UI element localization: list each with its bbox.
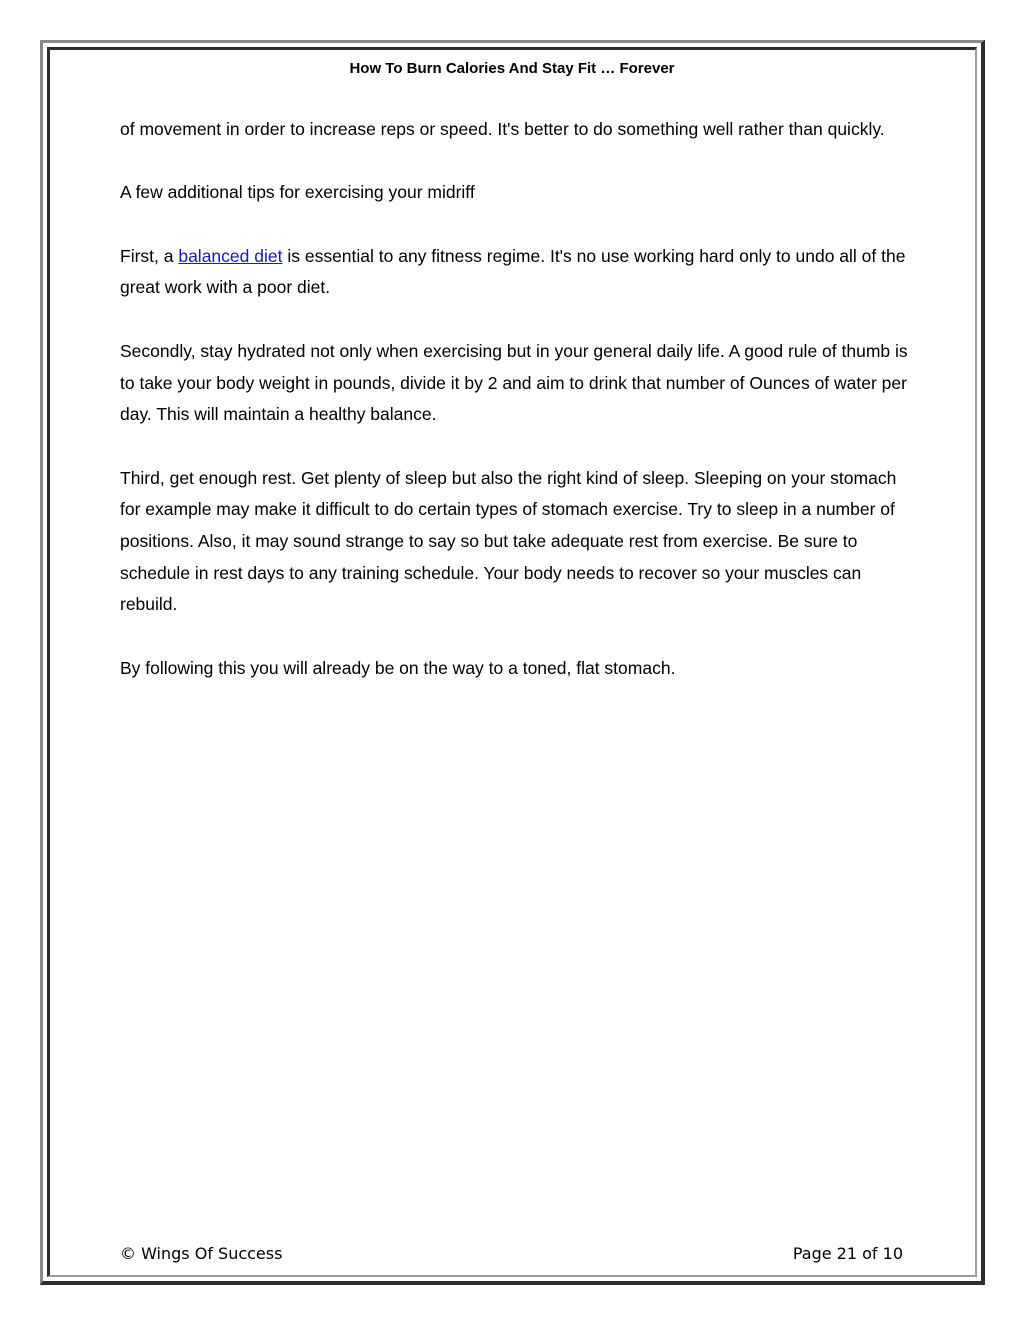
footer-page-number: Page 21 of 10	[792, 1244, 903, 1263]
document-body	[120, 114, 910, 716]
paragraph-text-segment: First, a	[120, 245, 179, 266]
paragraph-rest: Third, get enough rest. Get plenty of sleep but also the right kind of sleep. Sleeping on your stomach for example may make it difficult to do certain types of stomach exercise. Try to sleep in a number of positions. Also, it may sound strange to say so but take adequate rest from exercise. Be sure to schedule in rest days to any training schedule. Your body needs to recover so your muscles can rebuild.	[120, 467, 897, 615]
balanced-diet-link[interactable]: balanced diet	[178, 245, 283, 266]
paragraph-conclusion: By following this you will already be on the way to a toned, flat stomach.	[120, 657, 676, 678]
page-header-title: How To Burn Calories And Stay Fit … Forever	[349, 60, 675, 77]
paragraph-movement: of movement in order to increase reps or speed. It's better to do something well rather than quickly.	[120, 119, 885, 139]
paragraph-text-segment: is essential to any fitness regime. It's no use working hard only to undo all of the great work with a poor diet.	[120, 245, 906, 298]
paragraph-hydration: Secondly, stay hydrated not only when exercising but in your general daily life. A good rule of thumb is to take your body weight in pounds, divide it by 2 and aim to drink that number of Ounces of water per day. This will maintain a healthy balance.	[120, 340, 908, 425]
paragraph-balanced-diet	[120, 241, 910, 304]
footer-copyright: © Wings Of Success	[120, 1244, 283, 1263]
paragraph-tips-heading: A few additional tips for exercising your midriff	[120, 182, 475, 203]
page-footer	[120, 1244, 903, 1263]
